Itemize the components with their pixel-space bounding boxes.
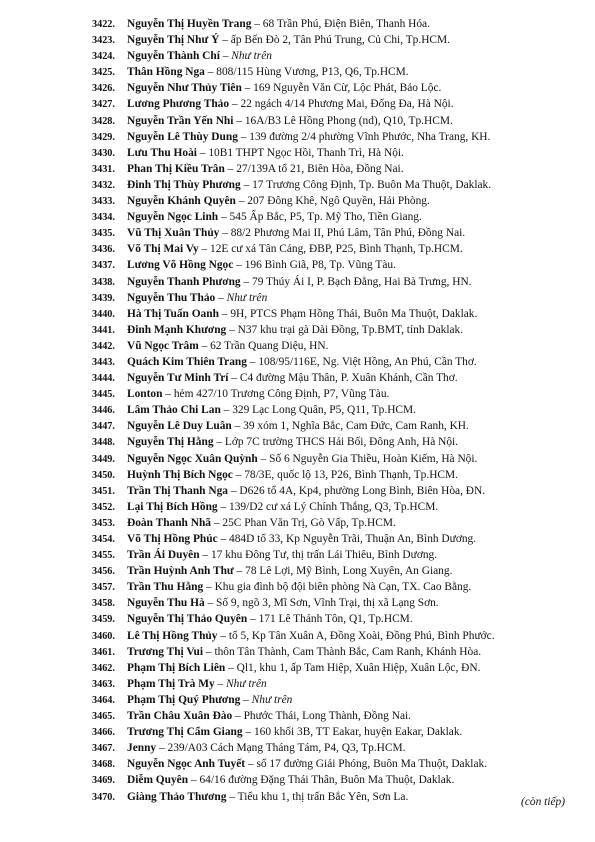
entry-number: 3429. [92, 131, 115, 143]
entry-address: hẻm 427/10 Trương Công Định, P7, Vũng Tàu. [173, 388, 390, 401]
entry-name: Trần Châu Xuân Đào [127, 710, 233, 723]
entry-number: 3446. [92, 405, 115, 417]
entry-address: N37 khu trại gà Dài Đồng, Tp.BMT, tỉnh Daklak. [237, 323, 464, 336]
entry-name: Nguyễn Lê Duy Luân [127, 420, 232, 433]
entry-name: Nguyễn Khánh Quyên [127, 195, 236, 208]
entry-name: Nguyễn Thị Huyền Trang [127, 18, 252, 30]
list-item [92, 64, 592, 80]
entry-separator: – [245, 758, 257, 771]
entry-separator: – [219, 227, 231, 240]
entry-number: 3432. [92, 179, 115, 191]
entry-address: 62 Trần Quang Diệu, HN. [210, 339, 329, 352]
entry-name: Phạm Thị Bích Liên [127, 661, 226, 674]
entry-separator: – [229, 98, 241, 111]
entry-address: Lớp 7C trường THCS Hải Bối, Đông Anh, Hà Nội. [224, 436, 459, 449]
entry-number: 3465. [92, 711, 115, 723]
entry-name: Trần Ái Duyên [127, 549, 200, 562]
entry-address: 545 Ấp Bắc, P5, Tp. Mỹ Tho, Tiền Giang. [229, 211, 422, 224]
list-item [92, 274, 592, 290]
entry-address: 17 Trương Công Định, Tp. Buôn Ma Thuột, Daklak. [252, 178, 492, 191]
entry-name: Võ Thị Hồng Phúc [127, 533, 218, 545]
entry-address: 196 Bình Giã, P8, Tp. Vũng Tàu. [244, 259, 396, 272]
list-item [92, 209, 592, 225]
entry-number: 3466. [92, 727, 115, 739]
entry-separator: – [246, 355, 259, 368]
entry-address: Phước Thái, Long Thành, Đồng Nai. [243, 710, 412, 723]
entry-name: Thân Hồng Nga [127, 66, 205, 79]
entry-separator: – [219, 50, 232, 63]
entry-number: 3424. [92, 51, 115, 63]
list-item [92, 32, 592, 48]
entry-name: Lonton [127, 388, 163, 401]
entry-number: 3439. [92, 292, 115, 304]
entry-name: Giàng Thảo Thương [127, 790, 227, 803]
entry-address: Số 6 Nguyễn Gia Thiều, Hoàn Kiếm, Hà Nội. [269, 452, 478, 465]
entry-number: 3428. [92, 115, 115, 127]
list-item [92, 692, 592, 708]
entry-number: 3448. [92, 437, 115, 449]
list-item [92, 241, 592, 257]
entry-name: Võ Thị Mai Vy [127, 243, 199, 256]
entry-address: 16A/B3 Lê Hồng Phong (nd), Q10, Tp.HCM. [244, 114, 453, 127]
entry-address: 160 khối 3B, TT Eakar, huyện Eakar, Daklak. [253, 726, 463, 739]
list-item [92, 595, 592, 611]
entry-separator: – [233, 114, 245, 127]
entry-separator: – [224, 162, 237, 175]
entry-separator: – [217, 533, 230, 545]
list-item [92, 80, 592, 96]
entry-address: 329 Lạc Long Quân, P5, Q11, Tp.HCM. [232, 404, 417, 417]
entry-name: Nguyễn Thanh Phương [127, 275, 241, 288]
entry-separator: – [233, 259, 245, 272]
list-item [92, 676, 592, 692]
entry-name: Nguyễn Ngọc Linh [127, 211, 219, 224]
entry-number: 3462. [92, 662, 115, 674]
entry-name: Đinh Mạnh Khương [127, 323, 227, 336]
entry-address: 78 Lê Lợi, Mỹ Bình, Long Xuyên, An Giang. [245, 565, 453, 578]
entry-separator: – [228, 372, 240, 385]
entry-address: Như trên [226, 291, 268, 304]
entry-number: 3431. [92, 163, 115, 175]
entry-number: 3433. [92, 196, 115, 208]
entry-number: 3470. [92, 791, 115, 803]
entry-address: thôn Tân Thành, Cam Thành Bắc, Cam Ranh, Khánh Hòa. [214, 645, 482, 658]
entry-number: 3445. [92, 389, 115, 401]
entry-number: 3444. [92, 373, 115, 385]
entry-number: 3447. [92, 421, 115, 433]
entry-name: Quách Kim Thiên Trang [127, 355, 247, 368]
entry-separator: – [213, 436, 225, 449]
list-item [92, 257, 592, 273]
list-item [92, 499, 592, 515]
entry-name: Trần Huỳnh Anh Thư [127, 565, 234, 578]
list-item [92, 306, 592, 322]
list-item [92, 644, 592, 660]
entry-number: 3460. [92, 630, 115, 642]
entry-name: Jenny [127, 742, 157, 755]
list-item [92, 579, 592, 595]
list-item [92, 370, 592, 386]
entry-number: 3451. [92, 485, 115, 497]
entry-name: Lại Thị Bích Hồng [127, 500, 218, 513]
entry-name: Vũ Ngọc Trâm [127, 339, 199, 352]
list-item [92, 563, 592, 579]
entry-address: ấp Bến Đò 2, Tân Phú Trung, Củ Chi, Tp.HCM. [230, 34, 450, 47]
list-item [92, 434, 592, 450]
entry-address: 169 Nguyễn Văn Cừ, Lộc Phát, Bảo Lộc. [253, 82, 442, 95]
entry-name: Đoàn Thanh Nhã [127, 516, 211, 529]
entry-name: Nguyễn Trần Yến Nhi [127, 114, 234, 127]
entry-separator: – [242, 726, 254, 739]
continued-note: (còn tiếp) [521, 796, 565, 808]
entry-name: Nguyễn Thu Hà [127, 597, 205, 610]
entry-separator: – [231, 420, 244, 433]
entry-address: 25C Phan Văn Trị, Gò Vấp, Tp.HCM. [222, 516, 396, 529]
entry-name: Diễm Quyên [127, 774, 189, 787]
entry-number: 3438. [92, 276, 115, 288]
entry-address: C4 đường Mậu Thân, P. Xuân Khánh, Cần Thơ. [239, 372, 458, 385]
entry-address: 239/A03 Cách Mạng Tháng Tám, P4, Q3, Tp.HCM. [167, 742, 406, 755]
entry-number: 3430. [92, 147, 115, 159]
entry-address: 139 đường 2/4 phường Vĩnh Phước, Nha Trang, KH. [249, 130, 491, 143]
entry-address: 17 khu Đông Tư, thị trấn Lái Thiêu, Bình Dương. [210, 549, 438, 562]
entry-separator: – [232, 468, 245, 481]
entry-separator: – [211, 516, 223, 529]
entry-address: Như trên [251, 693, 293, 706]
list-item [92, 193, 592, 209]
entry-name: Nguyễn Ngọc Xuân Quỳnh [127, 452, 258, 465]
entry-name: Đinh Thị Thùy Phương [127, 178, 241, 191]
entry-address: 39 xóm 1, Nghĩa Bắc, Cam Đức, Cam Ranh, KH. [243, 420, 469, 433]
entry-separator: – [219, 34, 231, 47]
entry-name: Trần Thu Hằng [127, 581, 204, 594]
entry-separator: – [203, 645, 215, 658]
entry-separator: – [217, 629, 229, 642]
entry-name: Nguyễn Thị Hằng [127, 436, 214, 449]
entry-separator: – [251, 18, 263, 30]
entry-name: Nguyễn Như Thủy Tiên [127, 82, 242, 95]
entry-number: 3456. [92, 566, 115, 578]
entry-separator: – [156, 742, 168, 755]
list-item [92, 386, 592, 402]
list-item [92, 628, 592, 644]
entry-number: 3427. [92, 99, 115, 111]
entry-separator: – [218, 211, 230, 224]
entry-number: 3457. [92, 582, 115, 594]
entry-address: Tiểu khu 1, thị trấn Bắc Yên, Sơn La. [237, 790, 409, 803]
entry-separator: – [188, 774, 200, 787]
entry-address: 171 Lê Thánh Tôn, Q1, Tp.HCM. [258, 613, 413, 626]
entry-number: 3464. [92, 694, 115, 706]
list-item [92, 740, 592, 756]
entry-number: 3426. [92, 83, 115, 95]
list-item [92, 129, 592, 145]
entry-separator: – [204, 66, 217, 79]
entry-number: 3467. [92, 743, 115, 755]
entry-address: 12E cư xá Tân Cảng, ĐBP, P25, Bình Thạnh, Tp.HCM. [210, 243, 463, 256]
entry-separator: – [247, 613, 259, 626]
entry-separator: – [240, 275, 252, 288]
entry-address: 808/115 Hùng Vương, P13, Q6, Tp.HCM. [216, 66, 409, 79]
list-item [92, 724, 592, 740]
entry-name: Trương Thị Vui [127, 645, 204, 658]
entry-number: 3436. [92, 244, 115, 256]
entry-separator: – [199, 549, 211, 562]
entry-name: Lâm Thảo Chi Lan [127, 404, 221, 417]
entry-separator: – [240, 178, 253, 191]
list-item [92, 48, 592, 64]
entry-address: D626 tổ 4A, Kp4, phường Long Bình, Biên Hòa, ĐN. [239, 484, 486, 497]
entry-number: 3442. [92, 340, 115, 352]
entry-address: Số 9, ngõ 3, Mĩ Sơn, Vĩnh Trại, thị xã Lạng Sơn. [216, 597, 439, 610]
entry-name: Phan Thị Kiều Trân [127, 162, 225, 175]
list-item [92, 113, 592, 129]
list-item [92, 402, 592, 418]
entry-name: Nguyễn Ngọc Anh Tuyết [127, 758, 246, 771]
list-item [92, 161, 592, 177]
entry-address: 22 ngách 4/14 Phương Mai, Đống Đa, Hà Nội. [240, 98, 454, 111]
entry-number: 3423. [92, 35, 115, 47]
list-item [92, 531, 592, 547]
list-item [92, 483, 592, 499]
list-item [92, 451, 592, 467]
entry-number: 3449. [92, 453, 115, 465]
entry-name: Trương Thị Cẩm Giang [127, 726, 243, 739]
entry-number: 3459. [92, 614, 115, 626]
entry-name: Phạm Thị Trà My [127, 677, 215, 690]
entry-separator: – [196, 146, 209, 159]
entry-separator: – [237, 130, 250, 143]
entry-separator: – [235, 195, 248, 208]
entry-name: Nguyễn Thành Chí [127, 50, 220, 63]
list-item [92, 418, 592, 434]
entry-number: 3453. [92, 517, 115, 529]
list-item [92, 225, 592, 241]
entry-name: Lưu Thu Hoài [127, 146, 197, 159]
entry-address: 79 Thúy Ái I, P. Bạch Đằng, Hai Bà Trưng, HN. [252, 275, 472, 288]
entry-separator: – [227, 484, 240, 497]
entry-separator: – [198, 243, 211, 256]
entry-number: 3435. [92, 228, 115, 240]
list-item [92, 660, 592, 676]
entry-separator: – [226, 323, 238, 336]
list-item [92, 772, 592, 788]
entry-address: 108/95/116E, Ng. Việt Hồng, An Phú, Cần Thơ. [258, 355, 477, 368]
entry-separator: – [240, 693, 252, 706]
entry-name: Huỳnh Thị Bích Ngọc [127, 468, 233, 481]
entry-number: 3468. [92, 759, 115, 771]
entry-separator: – [198, 339, 211, 352]
entry-address: Như trên [226, 677, 267, 690]
entry-separator: – [233, 565, 246, 578]
list-item [92, 96, 592, 112]
list-item [92, 322, 592, 338]
entry-number: 3461. [92, 646, 115, 658]
entry-address: số 17 đường Giải Phóng, Buôn Ma Thuột, Daklak. [256, 758, 488, 771]
entry-separator: – [218, 307, 231, 320]
entry-separator: – [220, 404, 233, 417]
entry-address: 207 Đông Khê, Ngô Quyền, Hải Phòng. [247, 195, 430, 208]
entry-name: Lương Võ Hồng Ngọc [127, 259, 234, 272]
list-item [92, 290, 592, 306]
entry-number: 3463. [92, 678, 115, 690]
entry-number: 3425. [92, 67, 115, 79]
entry-address: 10B1 THPT Ngọc Hồi, Thanh Trì, Hà Nội. [208, 146, 404, 159]
entry-separator: – [203, 581, 215, 594]
entry-separator: – [232, 710, 244, 723]
entry-list [92, 16, 592, 805]
list-item [92, 145, 592, 161]
entry-name: Phạm Thị Quý Phương [127, 693, 241, 706]
entry-name: Vũ Thị Xuân Thủy [127, 227, 220, 240]
entry-address: tổ 5, Kp Tân Xuân A, Đồng Xoài, Đồng Phú, Bình Phước. [228, 629, 495, 642]
list-item [92, 547, 592, 563]
entry-name: Lê Thị Hồng Thủy [127, 629, 218, 642]
list-item [92, 338, 592, 354]
list-item [92, 354, 592, 370]
entry-name: Hà Thị Tuấn Oanh [127, 307, 219, 320]
entry-number: 3443. [92, 356, 115, 368]
list-item [92, 708, 592, 724]
entry-number: 3452. [92, 501, 115, 513]
entry-address: 64/16 đường Đặng Thái Thân, Buôn Ma Thuột, Daklak. [199, 774, 455, 787]
entry-address: 68 Trần Phú, Điện Biên, Thanh Hóa. [262, 18, 430, 30]
entry-separator: – [215, 291, 227, 304]
entry-number: 3434. [92, 212, 115, 224]
entry-address: 9H, PTCS Phạm Hồng Thái, Buôn Ma Thuột, Daklak. [230, 307, 478, 320]
entry-number: 3469. [92, 775, 115, 787]
entry-name: Nguyễn Lê Thùy Dung [127, 130, 238, 143]
list-item [92, 467, 592, 483]
entry-separator: – [162, 388, 174, 401]
entry-address: Như trên [231, 50, 272, 63]
entry-number: 3454. [92, 534, 115, 545]
entry-separator: – [204, 597, 217, 610]
entry-address: 78/3E, quốc lộ 13, P26, Bình Thạnh, Tp.HCM. [244, 468, 459, 481]
entry-number: 3441. [92, 324, 115, 336]
entry-name: Nguyễn Thị Như Ý [127, 34, 220, 47]
entry-address: Khu gia đình bộ đội biên phòng Nà Cạn, TX. Cao Bằng. [214, 581, 472, 594]
entry-number: 3440. [92, 308, 115, 320]
entry-separator: – [241, 82, 254, 95]
entry-separator: – [225, 661, 237, 674]
entry-address: 484D tổ 33, Kp Nguyễn Trãi, Thuận An, Bình Dương. [229, 533, 477, 545]
entry-number: 3455. [92, 550, 115, 562]
entry-address: 88/2 Phương Mai II, Phú Lâm, Tân Phú, Đồng Nai. [230, 227, 466, 240]
entry-name: Nguyễn Thu Thảo [127, 291, 216, 304]
entry-number: 3437. [92, 260, 115, 272]
entry-name: Nguyễn Tư Minh Trí [127, 372, 229, 385]
list-item [92, 756, 592, 772]
list-item [92, 177, 592, 193]
list-item [92, 611, 592, 627]
entry-number: 3450. [92, 469, 115, 481]
entry-name: Lương Phương Thảo [127, 98, 230, 111]
entry-number: 3458. [92, 598, 115, 610]
entry-separator: – [217, 500, 230, 513]
list-item [92, 16, 592, 32]
list-item [92, 789, 592, 805]
entry-number: 3422. [92, 19, 115, 30]
entry-separator: – [257, 452, 270, 465]
entry-name: Nguyễn Thị Thảo Quyên [127, 613, 248, 626]
entry-separator: – [214, 677, 227, 690]
entry-address: 27/139A tổ 21, Biên Hòa, Đồng Nai. [236, 162, 404, 175]
list-item [92, 515, 592, 531]
entry-address: 139/D2 cư xá Lý Chính Thắng, Q3, Tp.HCM. [229, 500, 439, 513]
entry-address: Ql1, khu 1, ấp Tam Hiệp, Xuân Hiệp, Xuân Lộc, ĐN. [236, 661, 481, 674]
entry-name: Trần Thị Thanh Nga [127, 484, 228, 497]
entry-separator: – [226, 790, 238, 803]
